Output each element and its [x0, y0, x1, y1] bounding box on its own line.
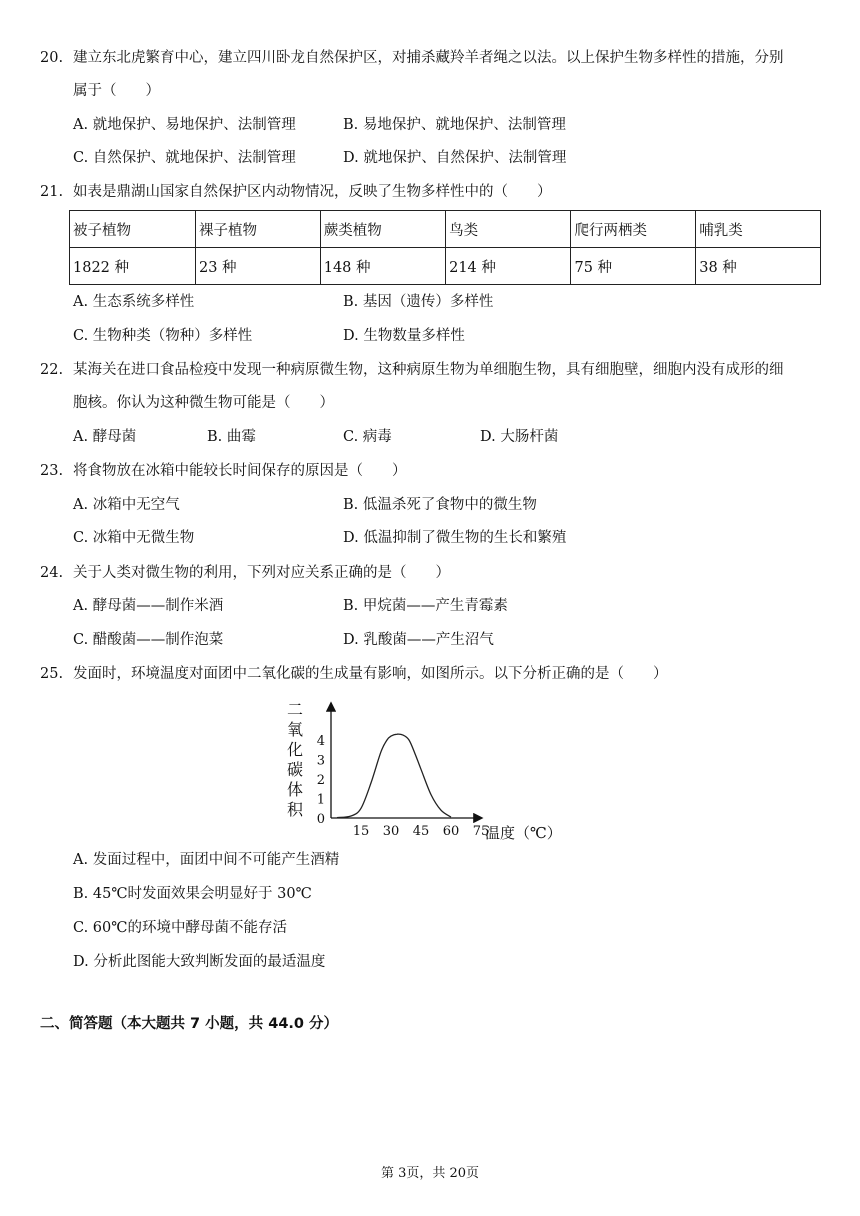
y-axis-label-char: 氧 [287, 720, 304, 739]
table-cell: 214 种 [446, 248, 571, 285]
x-axis-label: 温度（℃） [485, 824, 562, 842]
table-cell: 75 种 [571, 248, 696, 285]
question-24 [40, 557, 820, 590]
question-text: 某海关在进口食品检疫中发现一种病原微生物，这种病原生物为单细胞生物，具有细胞壁，细胞内没有成形的细 [73, 362, 784, 378]
question-20 [40, 42, 820, 75]
option-b[interactable]: B. 基因（遗传）多样性 [343, 294, 494, 310]
table-row [70, 248, 821, 285]
option-d[interactable]: D. 低温抑制了微生物的生长和繁殖 [343, 530, 567, 546]
option-b[interactable]: B. 甲烷菌——产生青霉素 [343, 598, 508, 614]
y-axis-label-char: 二 [287, 700, 304, 719]
section-heading: 二、简答题（本大题共 7 小题，共 44.0 分） [40, 1016, 339, 1032]
option-a[interactable]: A. 冰箱中无空气 [73, 497, 180, 513]
co2-temperature-chart [285, 698, 575, 848]
question-21 [40, 176, 820, 209]
option-d[interactable]: D. 分析此图能大致判断发面的最适温度 [73, 954, 326, 970]
question-number: 21. [40, 184, 64, 200]
page-footer: 第 3页，共 20页 [380, 1166, 480, 1181]
question-text: 如表是鼎湖山国家自然保护区内动物情况，反映了生物多样性中的（ ） [73, 184, 552, 200]
co2-curve [337, 734, 451, 817]
question-text: 建立东北虎繁育中心，建立四川卧龙自然保护区，对捕杀藏羚羊者绳之以法。以上保护生物多样性的措施，分别 [73, 50, 784, 66]
table-cell: 1822 种 [70, 248, 196, 285]
table-cell: 148 种 [320, 248, 445, 285]
question-text: 发面时，环境温度对面团中二氧化碳的生成量有影响，如图所示。以下分析正确的是（ ） [73, 666, 668, 682]
option-b[interactable]: B. 曲霉 [207, 429, 256, 445]
question-number: 25. [40, 666, 64, 682]
table-header-cell: 被子植物 [70, 211, 196, 248]
question-text-continued: 胞核。你认为这种微生物可能是（ ） [73, 395, 334, 411]
option-c[interactable]: C. 冰箱中无微生物 [73, 530, 195, 546]
question-number: 20. [40, 50, 64, 66]
y-tick-label: 3 [316, 753, 325, 769]
option-c[interactable]: C. 病毒 [343, 429, 392, 445]
option-a[interactable]: A. 酵母菌——制作米酒 [73, 598, 224, 614]
y-axis-label [287, 700, 304, 819]
option-b[interactable]: B. 45℃时发面效果会明显好于 30℃ [73, 886, 312, 902]
question-text-continued: 属于（ ） [73, 83, 160, 99]
option-b[interactable]: B. 易地保护、就地保护、法制管理 [343, 117, 566, 133]
table-header-cell: 裸子植物 [196, 211, 321, 248]
x-tick-label: 75 [472, 824, 490, 839]
y-axis-label-char: 体 [287, 780, 304, 799]
y-axis-label-char: 化 [287, 740, 304, 759]
y-tick-label: 0 [316, 812, 325, 827]
option-d[interactable]: D. 乳酸菌——产生沼气 [343, 632, 494, 648]
option-a[interactable]: A. 发面过程中，面团中间不可能产生酒精 [73, 852, 340, 868]
option-a[interactable]: A. 生态系统多样性 [73, 294, 195, 310]
y-axis-label-char: 积 [287, 800, 304, 819]
option-a[interactable]: A. 就地保护、易地保护、法制管理 [73, 117, 296, 133]
option-c[interactable]: C. 生物种类（物种）多样性 [73, 328, 253, 344]
option-a[interactable]: A. 酵母菌 [73, 429, 137, 445]
x-tick-label: 45 [412, 824, 430, 839]
option-d[interactable]: D. 生物数量多样性 [343, 328, 465, 344]
table-header-cell: 哺乳类 [696, 211, 821, 248]
species-table [69, 210, 821, 285]
option-d[interactable]: D. 大肠杆菌 [480, 429, 559, 445]
table-header-cell: 爬行两栖类 [571, 211, 696, 248]
table-cell: 38 种 [696, 248, 821, 285]
option-b[interactable]: B. 低温杀死了食物中的微生物 [343, 497, 537, 513]
x-tick-label: 30 [382, 824, 400, 839]
y-axis-label-char: 碳 [287, 760, 304, 779]
question-number: 24. [40, 565, 64, 581]
option-d[interactable]: D. 就地保护、自然保护、法制管理 [343, 150, 567, 166]
option-c[interactable]: C. 60℃的环境中酵母菌不能存活 [73, 920, 287, 936]
question-22 [40, 354, 820, 387]
table-cell: 23 种 [196, 248, 321, 285]
option-c[interactable]: C. 醋酸菌——制作泡菜 [73, 632, 224, 648]
question-text: 将食物放在冰箱中能较长时间保存的原因是（ ） [73, 463, 407, 479]
x-tick-label: 15 [352, 824, 370, 839]
table-header-cell: 蕨类植物 [320, 211, 445, 248]
question-23 [40, 455, 820, 488]
y-tick-label: 4 [316, 734, 325, 749]
table-header-cell: 鸟类 [446, 211, 571, 248]
question-text: 关于人类对微生物的利用，下列对应关系正确的是（ ） [73, 565, 450, 581]
question-number: 23. [40, 463, 64, 479]
y-tick-label: 2 [316, 773, 325, 788]
option-c[interactable]: C. 自然保护、就地保护、法制管理 [73, 150, 296, 166]
question-25 [40, 658, 820, 691]
question-number: 22. [40, 362, 64, 378]
x-tick-label: 60 [442, 824, 460, 839]
y-tick-label: 1 [316, 792, 325, 808]
table-header-row [70, 211, 821, 248]
